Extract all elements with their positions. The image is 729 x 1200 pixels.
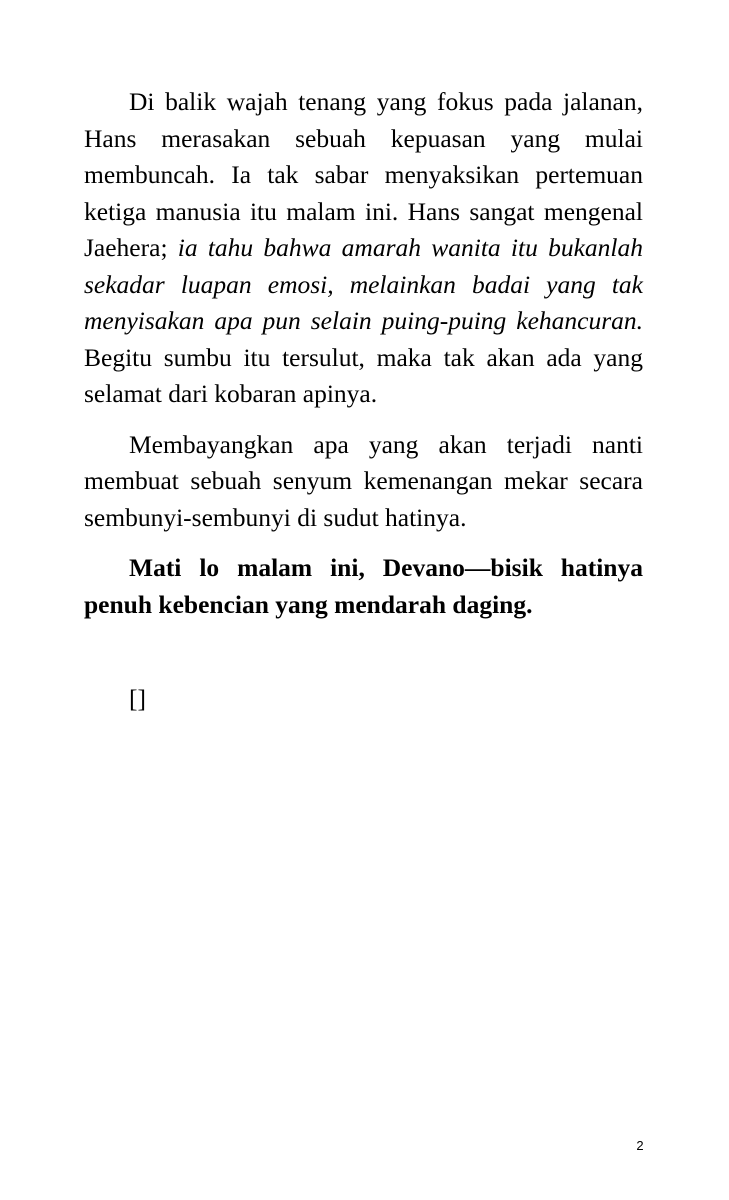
- chapter-end-mark: []: [129, 684, 146, 713]
- paragraph-1-text-b: Begitu sumbu itu tersulut, maka tak akan ada yang selamat dari kobaran apinya.: [84, 342, 643, 408]
- page-number: 2: [636, 1138, 644, 1153]
- page-body: [84, 84, 643, 718]
- paragraph-1-text-a: Di balik wajah tenang yang fokus pada jalanan, Hans merasakan sebuah kepuasan yang mulai membuncah. Ia tak sabar menyaksikan pertemuan ketiga manusia itu malam ini. Hans sangat mengenal Jaehera;: [84, 87, 643, 262]
- paragraph-3-bold: [84, 550, 643, 623]
- paragraph-3-text: Mati lo malam ini, Devano—bisik hatinya penuh kebencian yang mendarah daging.: [84, 553, 643, 619]
- paragraph-2: [84, 427, 643, 537]
- paragraph-1: [84, 84, 643, 413]
- paragraph-2-text: Membayangkan apa yang akan terjadi nanti membuat sebuah senyum kemenangan mekar secara sembunyi-sembunyi di sudut hatinya.: [84, 429, 643, 532]
- paragraph-1-italic-text: ia tahu bahwa amarah wanita itu bukanlah sekadar luapan emosi, melainkan badai yang tak menyisakan apa pun selain puing-puing kehancuran.: [84, 233, 643, 335]
